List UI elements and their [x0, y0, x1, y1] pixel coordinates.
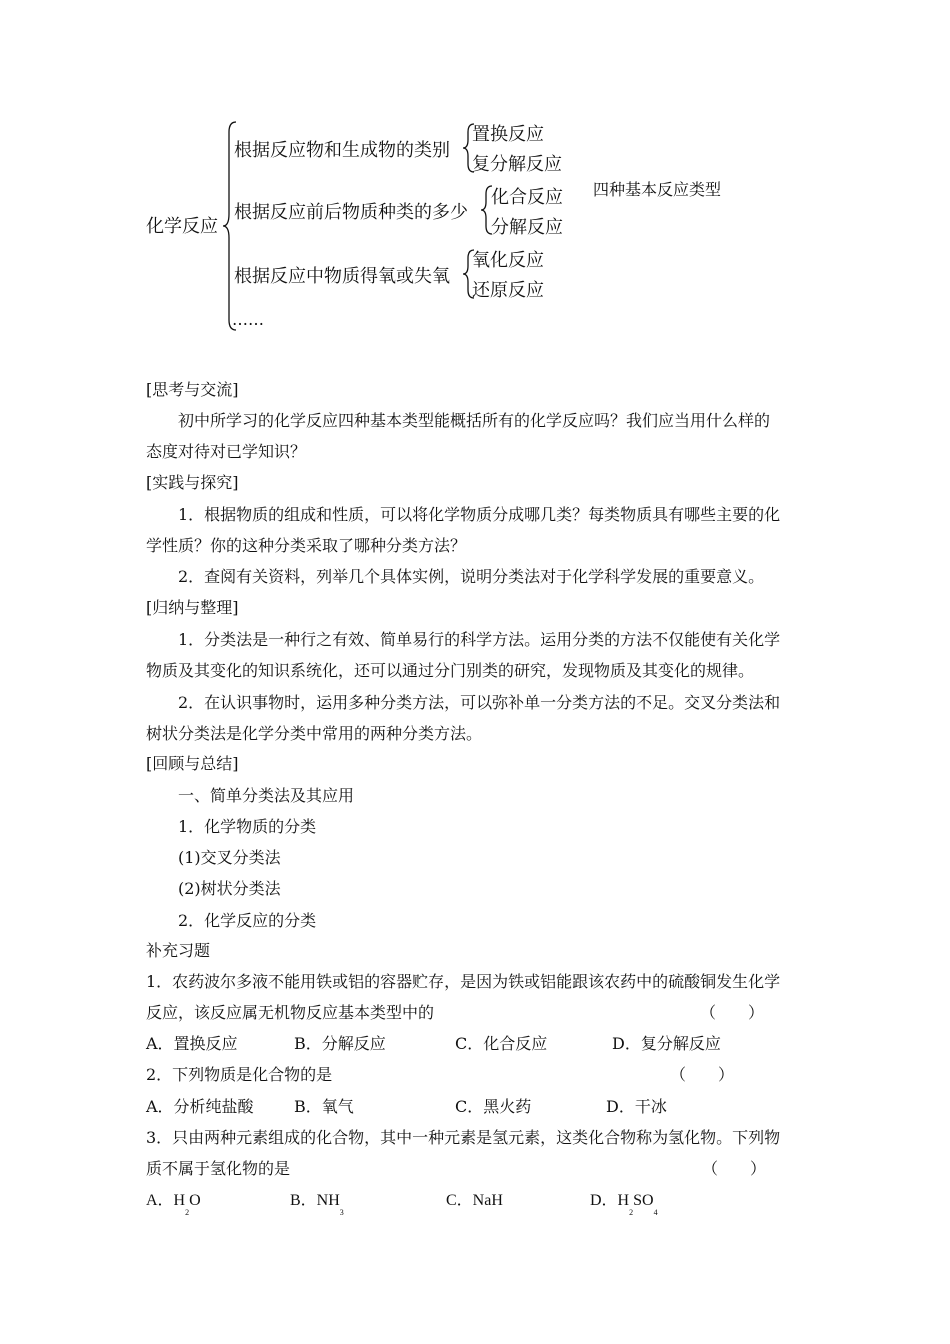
question-3-line-1: 3．只由两种元素组成的化合物，其中一种元素是氢元素，这类化合物称为氢化物。下列物	[146, 1128, 781, 1147]
tree-ellipsis: ……	[232, 310, 264, 329]
question-2-line-1: 2．下列物质是化合物的是	[146, 1065, 333, 1084]
question-1-option-d: D．复分解反应	[612, 1034, 721, 1053]
summary-item-1-a: 1．分类法是一种行之有效、简单易行的科学方法。运用分类的方法不仅能使有关化学	[178, 630, 781, 649]
tree-leaf-oxidation: 氧化反应	[472, 250, 544, 271]
question-1-line-2: 反应，该反应属无机物反应基本类型中的	[146, 1003, 435, 1022]
review-item-4: (2)树状分类法	[178, 879, 281, 898]
question-1-option-a: A．置换反应	[146, 1034, 238, 1053]
summary-header: [归纳与整理]	[146, 598, 239, 617]
question-3-option-d: D．$H_2SO_4$	[590, 1192, 658, 1217]
review-item-2: 1．化学物质的分类	[178, 817, 317, 836]
question-2-answer-blank: （ ）	[670, 1065, 735, 1084]
tree-branch-1: 根据反应物和生成物的类别	[234, 140, 450, 161]
question-1-option-c: C．化合反应	[455, 1034, 548, 1053]
tree-side-note: 四种基本反应类型	[593, 180, 722, 199]
tree-branch-2: 根据反应前后物质种类的多少	[234, 202, 468, 223]
tree-leaf-replacement: 置换反应	[472, 124, 544, 145]
review-item-3: (1)交叉分类法	[178, 848, 281, 867]
question-3-line-2: 质不属于氢化物的是	[146, 1159, 291, 1178]
exercise-header: 补充习题	[146, 941, 211, 960]
tree-leaf-decomposition: 分解反应	[491, 217, 563, 238]
practice-item-1-a: 1．根据物质的组成和性质，可以将化学物质分成哪几类？每类物质具有哪些主要的化	[178, 505, 781, 524]
question-1-line-1: 1．农药波尔多液不能用铁或铝的容器贮存，是因为铁或铝能跟该农药中的硫酸铜发生化学	[146, 972, 781, 991]
tree-leaf-reduction: 还原反应	[472, 280, 544, 301]
think-text-2: 态度对待对已学知识？	[146, 442, 307, 461]
think-header: [思考与交流]	[146, 380, 239, 399]
question-2-option-d: D．干冰	[606, 1097, 667, 1116]
practice-item-2: 2．查阅有关资料，列举几个具体实例，说明分类法对于化学科学发展的重要意义。	[178, 567, 765, 586]
tree-root: 化学反应	[146, 216, 218, 237]
practice-header: [实践与探究]	[146, 473, 239, 492]
question-1-answer-blank: （ ）	[700, 1003, 765, 1022]
question-2-option-a: A．分析纯盐酸	[146, 1097, 254, 1116]
review-header: [回顾与总结]	[146, 754, 239, 773]
summary-item-1-b: 物质及其变化的知识系统化，还可以通过分门别类的研究，发现物质及其变化的规律。	[146, 661, 755, 680]
question-3-option-a: A．$H_2O$	[146, 1192, 201, 1217]
summary-item-2-a: 2．在认识事物时，运用多种分类方法，可以弥补单一分类方法的不足。交叉分类法和	[178, 693, 781, 712]
question-2-option-c: C．黑火药	[455, 1097, 532, 1116]
question-3-answer-blank: （ ）	[702, 1159, 767, 1178]
review-item-5: 2．化学反应的分类	[178, 911, 317, 930]
question-3-option-b: B．$NH_3$	[290, 1192, 344, 1217]
question-3-option-c: C．NaH	[446, 1192, 503, 1209]
question-1-option-b: B．分解反应	[294, 1034, 386, 1053]
summary-item-2-b: 树状分类法是化学分类中常用的两种分类方法。	[146, 724, 483, 743]
tree-leaf-double-decomposition: 复分解反应	[472, 154, 562, 175]
think-text-1: 初中所学习的化学反应四种基本类型能概括所有的化学反应吗？我们应当用什么样的	[178, 411, 771, 430]
tree-branch-3: 根据反应中物质得氧或失氧	[234, 266, 450, 287]
review-item-1: 一、简单分类法及其应用	[178, 786, 355, 805]
tree-leaf-combination: 化合反应	[491, 187, 563, 208]
question-2-option-b: B．氧气	[294, 1097, 354, 1116]
practice-item-1-b: 学性质？你的这种分类采取了哪种分类方法？	[146, 536, 467, 555]
